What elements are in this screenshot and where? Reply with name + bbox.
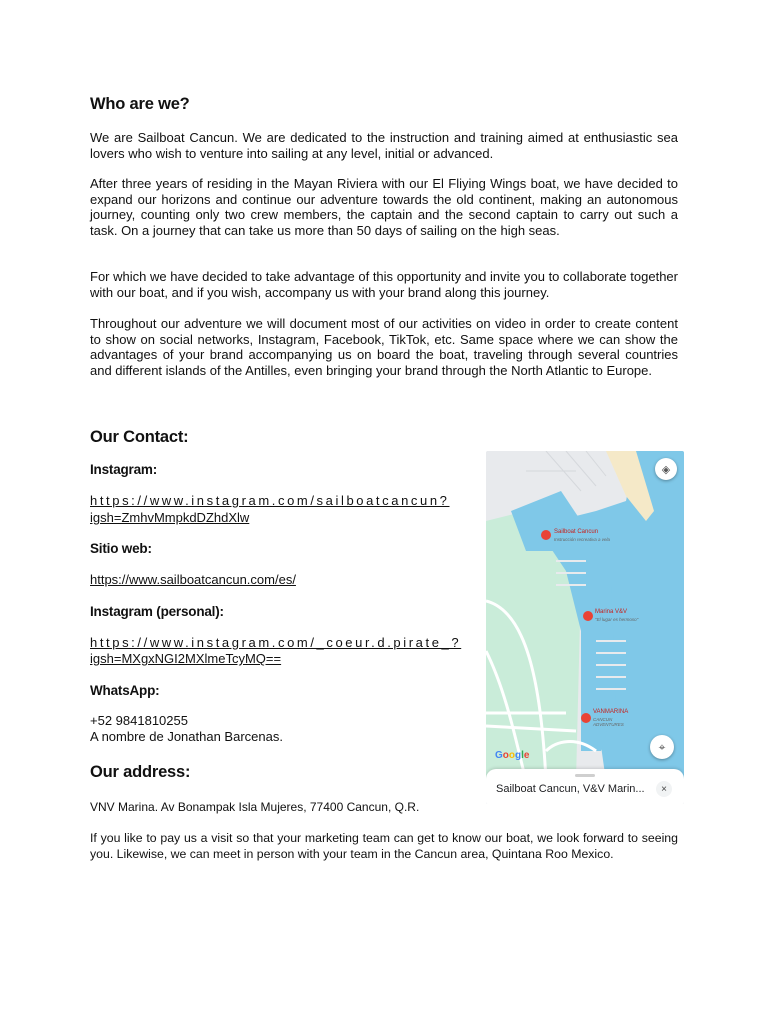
map-pin-sailboat-cancun[interactable] bbox=[541, 530, 551, 540]
instagram-personal-link[interactable]: https://www.instagram.com/_coeur.d.pirate_? bbox=[90, 635, 462, 650]
place-card[interactable] bbox=[486, 769, 684, 804]
map-pin-vanmarina[interactable] bbox=[581, 713, 591, 723]
close-icon[interactable]: × bbox=[656, 781, 672, 797]
instagram-personal-label: Instagram (personal): bbox=[90, 604, 224, 619]
contact-heading: Our Contact: bbox=[90, 428, 189, 446]
google-logo-letter: e bbox=[523, 750, 530, 761]
layers-button[interactable] bbox=[655, 458, 677, 480]
about-paragraph-1: We are Sailboat Cancun. We are dedicated to the instruction and training aimed at enthusiastic sea lovers who wish to venture into sailing at any level, initial or advanced. bbox=[90, 130, 678, 161]
instagram-link-continued[interactable]: igsh=ZmhvMmpkdDZhdXlw bbox=[90, 510, 250, 525]
recenter-button[interactable] bbox=[650, 735, 674, 759]
google-logo-letter: o bbox=[508, 750, 515, 761]
about-paragraph-4: Throughout our adventure we will document most of our activities on video in order to create content to show on social networks, Instagram, Facebook, TikTok, etc. Same space where we can show the advantages of your brand accompanying us on board the boat, traveling through several countries and different islands of the Antilles, even bringing your brand through the North Atlantic to Europe. bbox=[90, 316, 678, 378]
poi-sub-1: Instrucción recreativa a vela bbox=[554, 537, 611, 542]
poi-label-3: VANMARINA bbox=[593, 709, 629, 715]
instagram-label: Instagram: bbox=[90, 462, 158, 477]
google-logo-letter: l bbox=[521, 750, 524, 761]
google-logo-letter: G bbox=[495, 750, 503, 761]
poi-label-2: Marina V&V bbox=[595, 609, 628, 615]
map-pin-marina-vv[interactable] bbox=[583, 611, 593, 621]
whatsapp-name: A nombre de Jonathan Barcenas. bbox=[90, 729, 283, 744]
poi-label-1: Sailboat Cancun bbox=[554, 529, 599, 535]
location-target-icon: ⌖ bbox=[658, 739, 666, 754]
website-label: Sitio web: bbox=[90, 541, 152, 556]
drag-handle[interactable] bbox=[575, 774, 595, 777]
about-heading: Who are we? bbox=[90, 95, 190, 113]
about-paragraph-2: After three years of residing in the Mayan Riviera with our El Fliying Wings boat, we have decided to expand our horizons and continue our adventure towards the old continent, making an autonomous journey, counting only two crew members, the captain and the second captain to carry out such a task. On a journey that can take us more than 50 days of sailing on the high seas. bbox=[90, 176, 678, 238]
visit-paragraph: If you like to pay us a visit so that your marketing team can get to know our boat, we look forward to seeing you. Likewise, we can meet in person with your team in the Cancun area, Quintana Roo Mexico. bbox=[90, 831, 678, 861]
map-widget[interactable] bbox=[486, 451, 684, 804]
address-heading: Our address: bbox=[90, 763, 191, 781]
poi-sub-2: "El lugar es hermoso" bbox=[595, 617, 639, 622]
instagram-link[interactable]: https://www.instagram.com/sailboatcancun? bbox=[90, 493, 450, 508]
about-paragraph-3: For which we have decided to take advantage of this opportunity and invite you to collaborate together with our boat, and if you wish, accompany us with your brand along this journey. bbox=[90, 269, 678, 300]
layers-icon: ◈ bbox=[661, 463, 671, 476]
google-logo-letter: o bbox=[502, 750, 509, 761]
google-logo bbox=[495, 750, 529, 761]
place-card-title[interactable]: Sailboat Cancun, V&V Marin... bbox=[496, 783, 645, 795]
whatsapp-label: WhatsApp: bbox=[90, 683, 160, 698]
instagram-personal-link-continued[interactable]: igsh=MXgxNGI2MXlmeTcyMQ== bbox=[90, 651, 282, 666]
poi-sub-3: CANCUN ADVENTURES bbox=[593, 717, 624, 727]
website-link[interactable]: https://www.sailboatcancun.com/es/ bbox=[90, 572, 296, 587]
google-logo-letter: g bbox=[515, 750, 522, 761]
whatsapp-number: +52 9841810255 bbox=[90, 713, 188, 728]
address-line: VNV Marina. Av Bonampak Isla Mujeres, 77400 Cancun, Q.R. bbox=[90, 800, 420, 814]
